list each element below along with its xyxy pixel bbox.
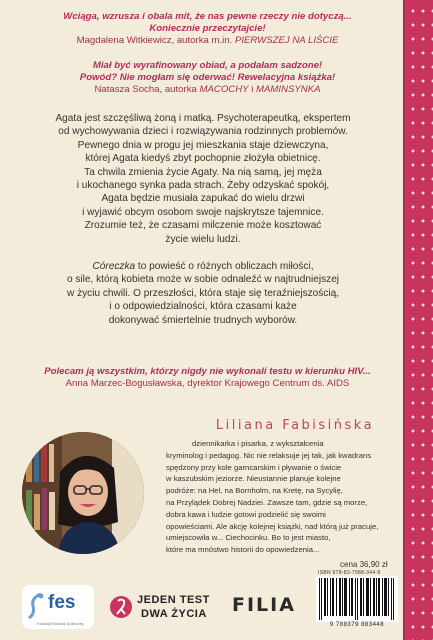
jeden-test-ribbon-icon bbox=[110, 596, 132, 618]
bio-line: dziennikarka i pisarka, z wykształcenia bbox=[192, 439, 324, 448]
quote-author-prefix: Natasza Socha, autorka bbox=[94, 84, 200, 96]
quote-text-line: Wciąga, wzrusza i obala mit, że nas pewne rzeczy nie dotyczą... bbox=[63, 11, 352, 22]
quote-author-mid: i bbox=[248, 84, 257, 96]
barcode-number: 9 788379 883448 bbox=[329, 622, 385, 628]
blurb-line: dokonywać śmiertelnie trudnych wyborów. bbox=[108, 314, 298, 326]
quote-author-prefix: Magdalena Witkiewicz, autorka m.in. bbox=[76, 35, 235, 47]
blurb-line: o sile, którą kobieta może w sobie odnaleźć w najtrudniejszej bbox=[66, 274, 340, 286]
review-quote-2 bbox=[10, 60, 405, 97]
quote-author-work: MACOCHY bbox=[199, 84, 249, 96]
blurb-line: życie wielu ludzi. bbox=[165, 233, 241, 245]
jeden-test-logo-line-1: JEDEN TEST bbox=[137, 594, 210, 606]
quote-author bbox=[10, 84, 405, 96]
blurb-line-rest: to powieść o różnych obliczach miłości, bbox=[135, 261, 314, 272]
bio-line: podróże: na Hel, na Bornholm, na Kretę, na Sycylię, bbox=[166, 486, 343, 496]
quote-author-work: PIERWSZEJ NA LIŚCIE bbox=[234, 35, 339, 47]
quote-text-line: Miał być wyrafinowany obiad, a podałam sadzone! bbox=[92, 60, 323, 71]
blurb-line: w życiu chwili. O przeszłości, która staje się teraźniejszością, bbox=[66, 287, 340, 299]
bio-line: na Przylądek Dobrej Nadziei. Zawsze tam, gdzie są morze, bbox=[166, 497, 368, 507]
fes-logo-subtitle: Fundacja Edukacji Społecznej bbox=[36, 622, 84, 626]
blurb-2 bbox=[18, 260, 388, 327]
quote-text-line: Koniecznie przeczytajcie! bbox=[149, 23, 266, 35]
author-name: Liliana Fabisińska bbox=[215, 418, 375, 433]
blurb-line: Agata jest szczęśliwą żoną i matką. Psychoterapeutką, ekspertem bbox=[55, 113, 351, 124]
barcode-icon bbox=[316, 576, 398, 622]
bio-line: w kaszubskim jeziorze. Nieustannie planuje kolejne bbox=[166, 474, 341, 484]
blurb-line: od wychowywania dzieci i rozwiązywania rodzinnych problemów. bbox=[58, 126, 348, 138]
review-quote-3 bbox=[10, 366, 405, 390]
author-portrait-icon bbox=[22, 432, 144, 554]
blurb-line: i ukochanego synka pada strach. Żeby odzyskać spokój, bbox=[76, 180, 330, 192]
bio-line: kryminolog i pedagog. Nic nie relaksuje jej tak, jak kwadrans bbox=[166, 450, 372, 460]
price: cena 36,90 zł bbox=[340, 560, 388, 569]
review-quote-1 bbox=[10, 11, 405, 48]
fes-emblem-icon bbox=[27, 592, 47, 620]
blurb-line: i wyjawić obcym osobom swoje najskrytsze tajemnice. bbox=[82, 206, 324, 218]
bio-line: spędzony przy kole garncarskim i pływanie o świcie bbox=[166, 462, 342, 472]
blurb-line: Zrozumie też, że czasami milczenie może kosztować bbox=[84, 220, 322, 232]
quote-author bbox=[10, 35, 405, 47]
isbn: ISBN 978-83-7988-344-8 bbox=[318, 570, 381, 576]
bio-line: dobra kawa i ludzie gotowi podzielić się swoimi bbox=[166, 509, 326, 519]
ribbon-icon bbox=[110, 596, 132, 618]
blurb-line: której Agata kiedyś zbyt pochopnie złożyła obietnicę. bbox=[85, 153, 321, 165]
publisher-logo: FILIA bbox=[232, 594, 296, 616]
fes-logo-text: fes bbox=[48, 592, 76, 613]
bio-line: opowieściami. Ale akcję kolejnej książki, nad którą już pracuje, bbox=[166, 521, 379, 531]
jeden-test-logo-line-2: DWA ŻYCIA bbox=[141, 608, 207, 620]
quote-text-line: Polecam ją wszystkim, którzy nigdy nie wykonali testu w kierunku HIV... bbox=[44, 366, 371, 377]
bio-line: które ma mnóstwo historii do opowiedzenia... bbox=[166, 545, 320, 555]
blurb bbox=[18, 112, 388, 246]
author-photo bbox=[22, 432, 144, 554]
book-title-mention: Córeczka bbox=[92, 261, 136, 272]
quote-author: Anna Marzec-Bogusławska, dyrektor Krajowego Centrum ds. AIDS bbox=[65, 378, 350, 390]
bio-line: umiejscowiła w... Ciechocinku. Bo to jest miasto, bbox=[166, 533, 331, 543]
blurb-line: i o odpowiedzialności, która czasami każe bbox=[109, 301, 297, 313]
quote-text-line: Powód? Nie mogłam się oderwać! Rewelacyjna książka! bbox=[79, 72, 336, 84]
barcode bbox=[316, 576, 398, 622]
author-bio bbox=[166, 438, 402, 556]
blurb-line bbox=[18, 260, 388, 273]
book-spine bbox=[405, 0, 433, 640]
blurb-line: Pewnego dnia w progu jej mieszkania staje dziewczyna, bbox=[77, 139, 329, 151]
quote-author-work-2: MAMINSYNKA bbox=[256, 84, 321, 96]
blurb-line: Agata będzie musiała zapukać do wielu drzwi bbox=[101, 193, 305, 205]
blurb-line: Ta chwila zmienia życie Agaty. Na nią samą, jej męża bbox=[84, 166, 322, 178]
